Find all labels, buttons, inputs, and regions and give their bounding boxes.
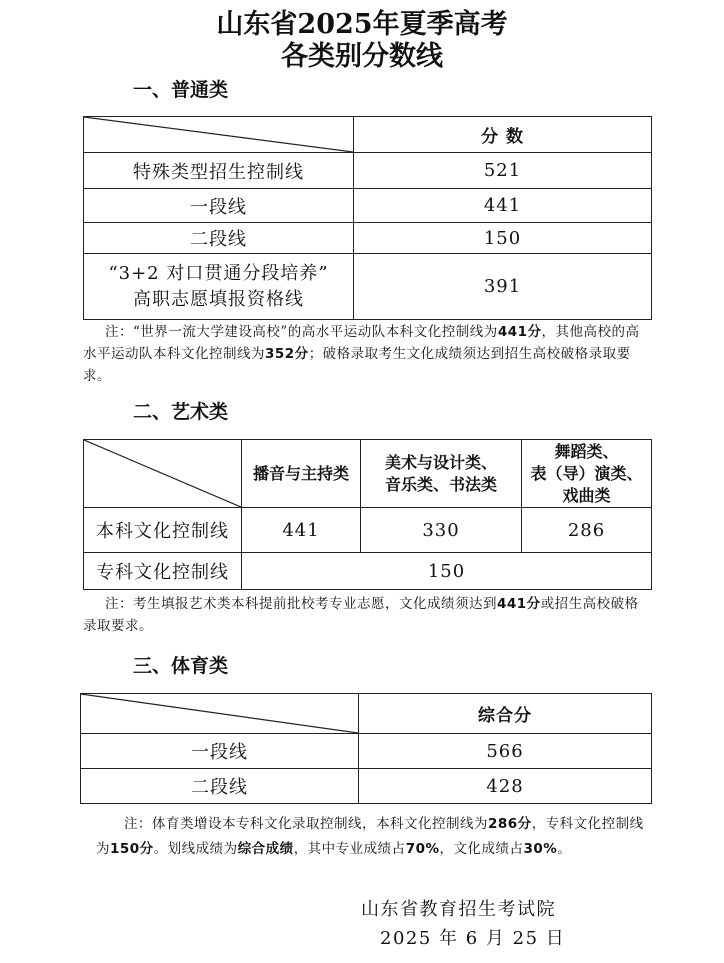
header-line: 戏曲类 [562, 485, 611, 505]
row-label: 本科文化控制线 [84, 508, 242, 553]
row-value: 566 [359, 734, 652, 769]
art-score-table [83, 439, 652, 590]
note-text: 注：体育类增设本专科文化录取控制线，本科文化控制线为 [124, 816, 488, 832]
diagonal-header-cell [84, 117, 354, 153]
diagonal-header-cell [84, 440, 242, 508]
row-label: 特殊类型招生控制线 [84, 153, 354, 189]
row-value: 428 [359, 769, 652, 804]
art-note [83, 593, 651, 637]
note-emphasis: 441分 [497, 596, 541, 612]
section-heading-art: 二、艺术类 [133, 401, 229, 423]
row-value: 286 [522, 508, 652, 553]
sports-score-table [80, 693, 652, 804]
fine-arts-column-header [361, 440, 522, 508]
row-value: 391 [354, 254, 652, 320]
header-line: 音乐类、书法类 [384, 474, 497, 494]
row-label: 二段线 [81, 769, 359, 804]
note-text: ，其中专业成绩占 [293, 841, 406, 857]
row-label: 专科文化控制线 [84, 553, 242, 590]
note-emphasis: 30% [523, 841, 558, 857]
header-line: 表（导）演类、 [530, 463, 643, 483]
row-value: 150 [354, 223, 652, 254]
row-label-two-line [84, 254, 354, 320]
issuing-organization: 山东省教育招生考试院 [361, 899, 556, 920]
section-heading-general: 一、普通类 [133, 79, 229, 101]
note-text: ，专科文化控制线为 [96, 816, 644, 857]
row-label: 一段线 [81, 734, 359, 769]
page-subtitle: 各类别分数线 [281, 41, 443, 72]
dance-column-header [522, 440, 652, 508]
note-text: 。划线成绩为 [153, 841, 238, 857]
note-text: 或招生高校破格录取要求。 [83, 596, 639, 634]
note-emphasis: 综合成绩 [237, 841, 294, 857]
note-text: ，其他高校的高水平运动队本科文化控制线为 [83, 324, 640, 362]
note-emphasis: 70% [405, 841, 440, 857]
note-text: ；破格录取考生文化成绩须达到招生高校破格录取要求。 [83, 346, 631, 384]
general-note [83, 321, 651, 387]
note-text: ，文化成绩占 [439, 841, 524, 857]
row-value: 441 [242, 508, 361, 553]
header-line: 舞蹈类、 [554, 441, 619, 461]
diagonal-header-cell [81, 694, 359, 734]
note-emphasis: 286分 [488, 816, 532, 832]
note-emphasis: 441分 [497, 324, 542, 340]
note-text: 。 [557, 841, 572, 857]
row-value: 521 [354, 153, 652, 189]
page-title: 山东省2025年夏季高考 [216, 9, 508, 40]
score-column-header: 分 数 [354, 117, 652, 153]
sports-note [96, 812, 646, 862]
header-line: 美术与设计类、 [384, 452, 497, 472]
note-text: 注：考生填报艺术类本科提前批校考专业志愿，文化成绩须达到 [105, 596, 497, 612]
row-label: 一段线 [84, 189, 354, 223]
row-label-line1: “3+2 对口贯通分段培养” [108, 262, 329, 284]
row-value: 330 [361, 508, 522, 553]
row-value: 150 [242, 553, 652, 590]
note-text: 注：“世界一流大学建设高校”的高水平运动队本科文化控制线为 [105, 324, 498, 340]
composite-score-column-header: 综合分 [359, 694, 652, 734]
row-label-line2: 高职志愿填报资格线 [133, 288, 304, 310]
broadcast-column-header: 播音与主持类 [242, 440, 361, 508]
note-emphasis: 150分 [110, 841, 154, 857]
row-label: 二段线 [84, 223, 354, 254]
issue-date: 2025 年 6 月 25 日 [380, 928, 566, 949]
general-score-table [83, 116, 652, 320]
section-heading-sports: 三、体育类 [133, 655, 229, 677]
note-emphasis: 352分 [265, 346, 309, 362]
row-value: 441 [354, 189, 652, 223]
